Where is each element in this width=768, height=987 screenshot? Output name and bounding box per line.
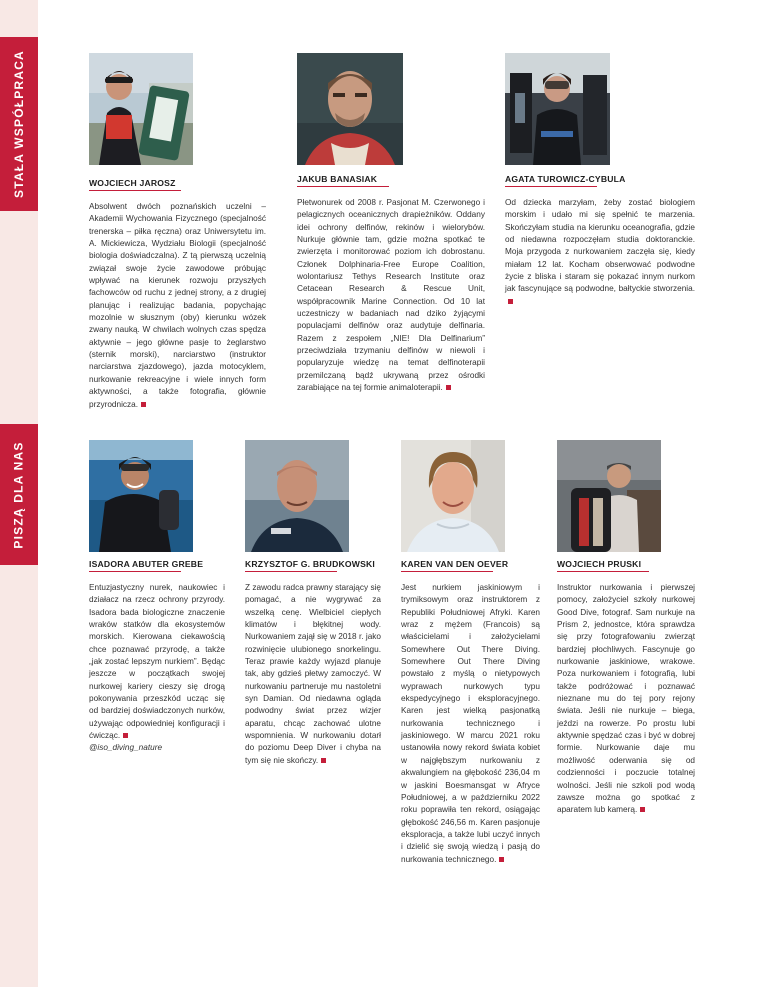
bio-text: Z zawodu radca prawny starający się pomagać, a nie wygrywać za wszelką cenę. Wielbiciel ciepłych klimatów i błękitnej wody. Nurkowaniem zajął się w 2018 r. jako rozwinięcie ulubionego snorkelingu. Teraz prawie każdy wyjazd planuje tak, aby gdzieś płetwy zamoczyć. W nurkowaniu partneruje mu nastoletni syn Damian. Od niedawna ogląda podwodny świat przez wizjer aparatu, chcąc zachować ulotne wspomnienia. W nurkowaniu dotarł do poziomu Deep Diver i chyba na tym się nie skończy. (245, 583, 381, 765)
author-name: JAKUB BANASIAK (297, 174, 378, 184)
author-bio (89, 582, 225, 755)
end-mark (499, 857, 504, 862)
author-bio (401, 582, 540, 866)
author-bio (297, 197, 485, 395)
end-mark (640, 807, 645, 812)
author-name: KAREN VAN DEN OEVER (401, 559, 509, 569)
name-underline (297, 186, 389, 187)
end-mark (446, 385, 451, 390)
author-photo (89, 440, 193, 552)
name-underline (89, 190, 181, 191)
bio-text: Od dziecka marzyłam, żeby zostać biologiem morskim i udało mi się spełnić te marzenia. Skończyłam studia na kierunku oceanografia, gdzie od niedawna rozpoczęłam studia doktoranckie. Moja przygoda z nurkowaniem zaczęła się, kiedy miałam 12 lat. Kocham obserwować podwodne życie z bliska i staram się pokazać innym nurkom jak fascynujące są podwodne, bałtyckie stworzenia. (505, 198, 695, 294)
end-mark (508, 299, 513, 304)
author-photo (401, 440, 505, 552)
end-mark (321, 758, 326, 763)
bio-text: Instruktor nurkowania i pierwszej pomocy, założyciel szkoły nurkowej Good Dive, fotograf. Sam nurkuje na Prism 2, jednostce, która sprawdza się przy fotografowaniu zwierząt bardziej płochliwych. Fascynuje go nurkowanie jaskiniowe, wrakowe. Poza nurkowaniem i fotografią, lubi także podróżować i poznawać nieznane mu do tej pory rejony świata. Jeśli nie nurkuje – biega, jeździ na rowerze. Po prostu lubi aktywnie spędzać czas i być w dobrej formie. Nurkowanie daje mu możliwość oderwania się od codzienności i poczucie totalnej wolności. Jeśli nie szkoli pod wodą zawsze można go spotkać z aparatem lub kamerą. (557, 583, 695, 815)
author-photo (557, 440, 661, 552)
bio-text: Absolwent dwóch poznańskich uczelni – Akademii Wychowania Fizycznego (specjalność trenerska – piłka ręczna) oraz Uniwersytetu im. A. Mickiewicza, Wydziału Biologii (specjalność biologia doświadczalna). Z tą pierwszą uczelnią związał swoje życie zawodowe próbując wpływać na kierunek rozwoju przyszłych fachowców od ruchu z jednej strony, a z drugiej planując i realizując badania, popychając mozolnie w słusznym (oby) kierunku wózek zwany nauką. W chwilach wolnych czas spędza aktywnie – jego główne pasje to żeglarstwo (sternik morski), narciarstwo (instruktor narciarstwa zjazdowego), jazda motocyklem, nurkowanie rekreacyjne i wiele innych form aktywności, a także fotografia, głównie przyrodnicza. (89, 202, 266, 409)
social-handle: @iso_diving_nature (89, 743, 163, 753)
author-bio (245, 582, 381, 767)
author-photo (89, 53, 193, 165)
author-name: KRZYSZTOF G. BRUDKOWSKI (245, 559, 376, 569)
name-underline (401, 571, 493, 572)
name-underline (557, 571, 649, 572)
author-name: AGATA TUROWICZ-CYBULA (505, 174, 626, 184)
author-name: WOJCIECH PRUSKI (557, 559, 642, 569)
name-underline (245, 571, 337, 572)
end-mark (141, 402, 146, 407)
author-bio (89, 201, 266, 411)
author-name: ISADORA ABUTER GREBE (89, 559, 204, 569)
author-photo (245, 440, 349, 552)
author-bio (557, 582, 695, 817)
author-bio (505, 197, 695, 308)
name-underline (89, 571, 181, 572)
author-photo (505, 53, 610, 165)
bio-text: Jest nurkiem jaskiniowym i trymiksowym oraz instruktorem z Republiki Południowej Afryki. Karen wraz z mężem (Francois) są właścicielami i założycielami Somewhere Out There Diving. Somewhere Out There Diving powstało z myślą o nietypowych wyprawach nurkowych typu ekspedycyjnego i eksploracyjnego. Karen jest wielką pasjonatką nurkowania technicznego i jaskiniowego. W marcu 2021 roku ustanowiła nowy rekord świata kobiet w najgłębszym nurkowaniu z akwalungiem na głębokość 236,04 m w jaskini Boesmansgat w Afryce Południowej, a w październiku 2022 roku poprawiła ten rekord, osiągając głębokość 246,56 m. Karen pasjonuje eksploracja, a także lubi uczyć innych i dzielić się swoją wiedzą i pasją do nurkowania technicznego. (401, 583, 540, 864)
section-tab-label: STAŁA WSPÓŁPRACA (12, 50, 26, 198)
end-mark (123, 733, 128, 738)
section-tab-pisza-dla-nas (0, 424, 38, 565)
section-tab-label: PISZĄ DLA NAS (12, 440, 27, 549)
name-underline (505, 186, 597, 187)
bio-text: Entuzjastyczny nurek, naukowiec i działacz na rzecz ochrony przyrody. Isadora bada biologiczne znaczenie wraków statków dla ekosystemów morskich. Kierowana ciekawością chce poznawać przyrodę, a także „jak zostać lepszym nurkiem”. Będąc jeszcze w początkach swojej nurkowej kariery cieszy się drogą pokonywania przeszkód ucząc się od bardziej doświadczonych nurków, używając odpowiedniej konfiguracji i ćwicząc. (89, 583, 225, 741)
author-name: WOJCIECH JAROSZ (89, 178, 176, 188)
author-photo (297, 53, 403, 165)
section-tab-stala-wspolpraca (0, 37, 38, 211)
bio-text: Płetwonurek od 2008 r. Pasjonat M. Czerwonego i pelagicznych oceanicznych drapieżników. Oddany idei ochrony delfinów, rekinów i wielorybów. Nurkuje głównie tam, gdzie można spotkać te zwierzęta i monitorować poziom ich dobrostanu. Członek Dolphinaria-Free Europe Coalition, wolontariusz Tethys Research Institute oraz Cetacean Research & Rescue Unit, współpracownik Marine Connection. Od 10 lat uczestniczy w badaniach nad dziko żyjącymi populacjami delfinów oraz audytuje delfinaria. Razem z zespołem „NIE! Dla Delfinarium” przeciwdziała trzymaniu delfinów w niewoli i popularyzuje wiedzę na temat delfinoterapii przemilczaną bądź ukrywaną przez ośrodki zarabiające na tej formie animaloterapii. (297, 198, 485, 393)
